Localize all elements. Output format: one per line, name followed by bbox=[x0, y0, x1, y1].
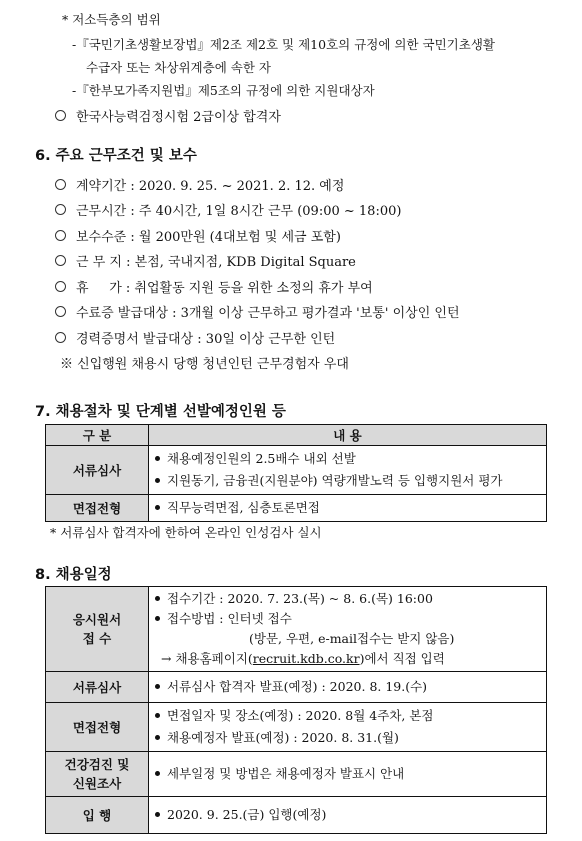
circle-bullet-icon bbox=[55, 281, 66, 292]
schedule-table bbox=[45, 586, 547, 834]
row-item: 채용예정자 발표(예정) : 2020. 8. 31.(월) bbox=[167, 730, 399, 745]
table-row bbox=[46, 752, 547, 797]
condition-text: 휴 가 : 취업활동 지원 등을 위한 소정의 휴가 부여 bbox=[76, 281, 373, 296]
bullet-icon bbox=[155, 771, 160, 776]
condition-item bbox=[55, 251, 356, 270]
condition-text: 근무시간 : 주 40시간, 1일 8시간 근무 (09:00 ~ 18:00) bbox=[76, 204, 402, 219]
row-label: 서류심사 bbox=[46, 672, 149, 703]
bullet-icon bbox=[155, 713, 160, 718]
history-test-text: 한국사능력검정시험 2급이상 합격자 bbox=[76, 110, 281, 125]
bullet-icon bbox=[155, 616, 160, 621]
section8-title: 8. 채용일정 bbox=[35, 567, 112, 583]
condition-item bbox=[55, 302, 460, 321]
condition-item bbox=[55, 226, 341, 245]
application-method: 접수방법 : 인터넷 접수 bbox=[167, 611, 292, 626]
bullet-icon bbox=[155, 456, 160, 461]
row-label: 건강검진 및 bbox=[64, 757, 130, 772]
column-header: 내 용 bbox=[149, 425, 547, 446]
row-item: 세부일정 및 방법은 채용예정자 발표시 안내 bbox=[167, 766, 405, 781]
dash-item-basic-livelihood-cont: 수급자 또는 차상위계층에 속한 자 bbox=[86, 60, 271, 75]
column-header: 구 분 bbox=[46, 425, 149, 446]
condition-text: 근 무 지 : 본점, 국내지점, KDB Digital Square bbox=[76, 255, 356, 270]
homepage-suffix: )에서 직접 입력 bbox=[359, 651, 445, 666]
application-exclusion: (방문, 우편, e-mail접수는 받지 않음) bbox=[249, 631, 455, 646]
application-period: 접수기간 : 2020. 7. 23.(목) ~ 8. 6.(목) 16:00 bbox=[167, 591, 433, 606]
row-item: 지원동기, 금융권(지원분야) 역량개발노력 등 입행지원서 평가 bbox=[167, 473, 503, 488]
row-label: 응시원서 bbox=[72, 612, 122, 627]
row-label: 신원조사 bbox=[72, 776, 122, 791]
circle-bullet-icon bbox=[55, 230, 66, 241]
circle-bullet-icon bbox=[55, 204, 66, 215]
section7-title: 7. 채용절차 및 단계별 선발예정인원 등 bbox=[35, 404, 286, 420]
row-item: 서류심사 합격자 발표(예정) : 2020. 8. 19.(수) bbox=[167, 679, 428, 694]
row-label: 서류심사 bbox=[46, 446, 149, 495]
row-label: 입 행 bbox=[46, 797, 149, 834]
condition-item bbox=[55, 277, 373, 296]
recruit-homepage-link[interactable]: recruit.kdb.co.kr bbox=[252, 651, 360, 666]
circle-bullet-icon bbox=[55, 110, 66, 121]
bullet-icon bbox=[155, 812, 160, 817]
bullet-icon bbox=[155, 596, 160, 601]
table-row bbox=[46, 587, 547, 672]
circle-bullet-icon bbox=[55, 306, 66, 317]
row-item: 2020. 9. 25.(금) 입행(예정) bbox=[167, 807, 327, 822]
table-row bbox=[46, 672, 547, 703]
condition-text: 경력증명서 발급대상 : 30일 이상 근무한 인턴 bbox=[76, 332, 336, 347]
circle-bullet-icon bbox=[55, 179, 66, 190]
bullet-icon bbox=[155, 478, 160, 483]
table-row bbox=[46, 446, 547, 495]
row-item: 채용예정인원의 2.5배수 내외 선발 bbox=[167, 451, 356, 466]
homepage-prefix: → 채용홈페이지( bbox=[161, 651, 253, 666]
condition-text: 계약기간 : 2020. 9. 25. ~ 2021. 2. 12. 예정 bbox=[76, 179, 345, 194]
condition-item bbox=[55, 175, 344, 194]
dash-item-basic-livelihood: -『국민기초생활보장법』제2조 제2호 및 제10호의 규정에 의한 국민기초생활 bbox=[72, 37, 495, 52]
table-row bbox=[46, 703, 547, 752]
bullet-icon bbox=[155, 684, 160, 689]
row-item: 직무능력면접, 심층토론면접 bbox=[167, 500, 320, 515]
income-range-note: * 저소득층의 범위 bbox=[62, 12, 161, 27]
table-row bbox=[46, 797, 547, 834]
personality-test-footnote: * 서류심사 합격자에 한하여 온라인 인성검사 실시 bbox=[50, 525, 322, 540]
bullet-icon bbox=[155, 505, 160, 510]
section6-title: 6. 주요 근무조건 및 보수 bbox=[35, 148, 197, 164]
condition-text: 수료증 발급대상 : 3개월 이상 근무하고 평가결과 '보통' 이상인 인턴 bbox=[76, 306, 460, 321]
row-label: 면접전형 bbox=[46, 495, 149, 522]
bullet-icon bbox=[155, 735, 160, 740]
condition-item bbox=[55, 328, 335, 347]
circle-bullet-icon bbox=[55, 255, 66, 266]
preference-note: ※ 신입행원 채용시 당행 청년인턴 근무경험자 우대 bbox=[60, 357, 349, 372]
history-test-item bbox=[55, 106, 281, 125]
condition-item bbox=[55, 200, 401, 219]
procedure-table bbox=[45, 424, 547, 522]
row-item: 면접일자 및 장소(예정) : 2020. 8월 4주차, 본점 bbox=[167, 708, 434, 723]
table-row bbox=[46, 495, 547, 522]
circle-bullet-icon bbox=[55, 332, 66, 343]
row-label: 면접전형 bbox=[46, 703, 149, 752]
row-label: 접 수 bbox=[82, 631, 112, 646]
dash-item-single-parent: -『한부모가족지원법』제5조의 규정에 의한 지원대상자 bbox=[72, 83, 375, 98]
condition-text: 보수수준 : 월 200만원 (4대보험 및 세금 포함) bbox=[76, 230, 341, 245]
